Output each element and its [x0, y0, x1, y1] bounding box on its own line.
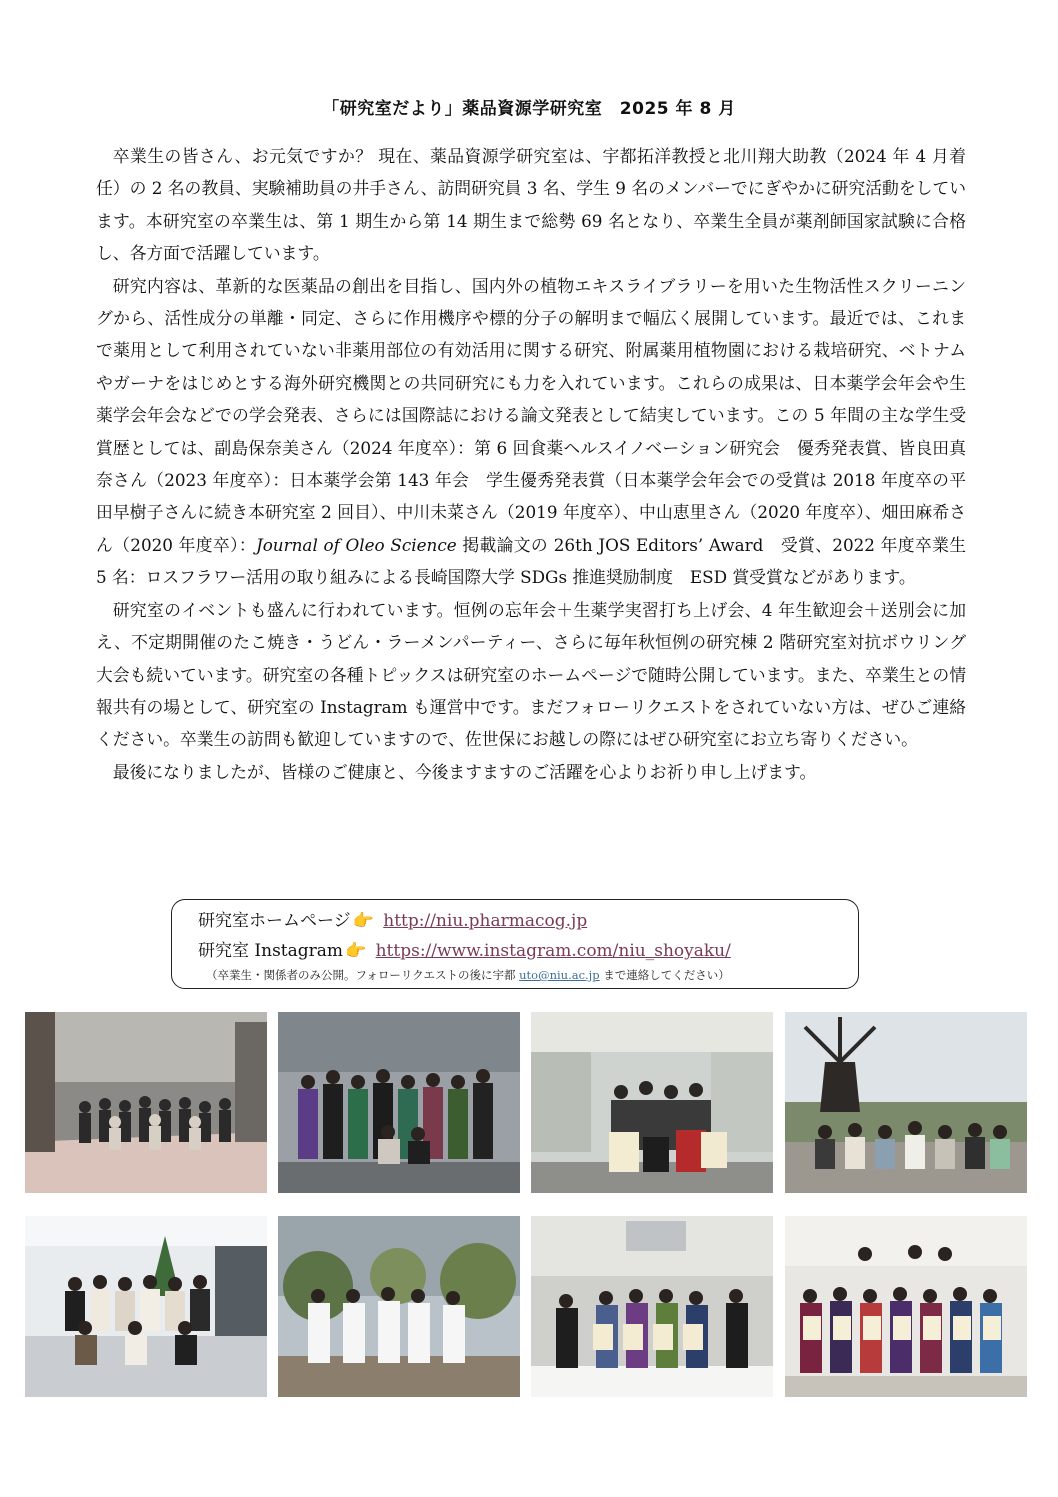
photo-atrium-group: [25, 1216, 267, 1397]
instagram-link[interactable]: https://www.instagram.com/niu_shoyaku/: [375, 941, 731, 961]
pointing-hand-icon: 👉: [345, 941, 367, 961]
paragraph-greeting: 卒業生の皆さん、お元気ですか？ 現在、薬品資源学研究室は、宇都拓洋教授と北川翔大助教（2024 年 4 月着任）の 2 名の教員、実験補助員の井手さん、訪問研究員 3 名、学生 9 名のメンバーでにぎやかに研究活動をしています。本研究室の卒業生は、第 1 期生から第 14 期生まで総勢 69 名となり、卒業生全員が薬剤師国家試験に合格し、各方面で活躍しています。: [96, 146, 966, 264]
contact-email-link[interactable]: uto@niu.ac.jp: [519, 968, 600, 982]
research-text-part2: 掲載論文の 26th JOS Editors’ Award 受賞、2022 年度卒業生 5 名：ロスフラワー活用の取り組みによる長崎国際大学 SDGs 推進奨励制度 ESD 賞受賞などがあります。: [96, 534, 966, 588]
note-text-before: （卒業生・関係者のみ公開。フォローリクエストの後に宇都: [206, 968, 520, 982]
instagram-note: [206, 967, 730, 983]
photo-lab-coats-garden: [278, 1216, 520, 1397]
homepage-line: [198, 906, 587, 931]
links-box: [171, 899, 859, 989]
homepage-link[interactable]: http://niu.pharmacog.jp: [383, 911, 588, 931]
note-text-after: まで連絡してください）: [599, 968, 730, 982]
photo-award-ceremony: [531, 1216, 773, 1397]
paragraph-research: [96, 270, 966, 594]
page-title: 「研究室だより」薬品資源学研究室 2025 年 8 月: [322, 99, 736, 119]
photo-windmill-group: [785, 1012, 1027, 1193]
article-body: [96, 140, 966, 788]
instagram-line: [198, 936, 731, 961]
photo-arcade-group: [25, 1012, 267, 1193]
photo-graduation-hakama: [278, 1012, 520, 1193]
pointing-hand-icon: 👉: [352, 911, 374, 931]
paragraph-events: 研究室のイベントも盛んに行われています。恒例の忘年会＋生薬学実習打ち上げ会、4 年生歓迎会＋送別会に加え、不定期開催のたこ焼き・うどん・ラーメンパーティー、さらに毎年秋恒例の研究棟 2 階研究室対抗ボウリング大会も続いています。研究室の各種トピックスは研究室のホームページで随時公開しています。また、卒業生との情報共有の場として、研究室の Instagram も運営中です。まだフォローリクエストをされていない方は、ぜひご連絡ください。卒業生の訪問も歓迎していますので、佐世保にお越しの際にはぜひ研究室にお立ち寄りください。: [96, 599, 966, 750]
journal-name: Journal of Oleo Science: [255, 534, 457, 555]
instagram-label: 研究室 Instagram: [198, 941, 344, 961]
research-text-part1: 研究内容は、革新的な医薬品の創出を目指し、国内外の植物エキスライブラリーを用いた生物活性スクリーニングから、活性成分の単離・同定、さらに作用機序や標的分子の解明まで幅広く展開しています。最近では、これまで薬用として利用されていない非薬用部位の有効活用に関する研究、附属薬用植物園における栽培研究、ベトナムやガーナをはじめとする海外研究機関との共同研究にも力を入れています。これらの成果は、日本薬学会年会や生薬学会年会などでの学会発表、さらには国際誌における論文発表として結実しています。この 5 年間の主な学生受賞歴としては、副島保奈美さん（2024 年度卒）：第 6 回食薬ヘルスイノベーション研究会 優秀発表賞、皆良田真奈さん（2023 年度卒）：日本薬学会第 143 年会 学生優秀発表賞（日本薬学会年会での受賞は 2018 年度卒の平田早樹子さんに続き本研究室 2 回目）、中川未菜さん（2019 年度卒）、中山恵里さん（2020 年度卒）、畑田麻希さん（2020 年度卒）：: [96, 275, 966, 555]
photo-graduation-diplomas: [785, 1216, 1027, 1397]
photo-lab-certificates: [531, 1012, 773, 1193]
paragraph-closing: 最後になりましたが、皆様のご健康と、今後ますますのご活躍を心よりお祈り申し上げます。: [112, 761, 817, 782]
homepage-label: 研究室ホームページ: [198, 911, 351, 931]
